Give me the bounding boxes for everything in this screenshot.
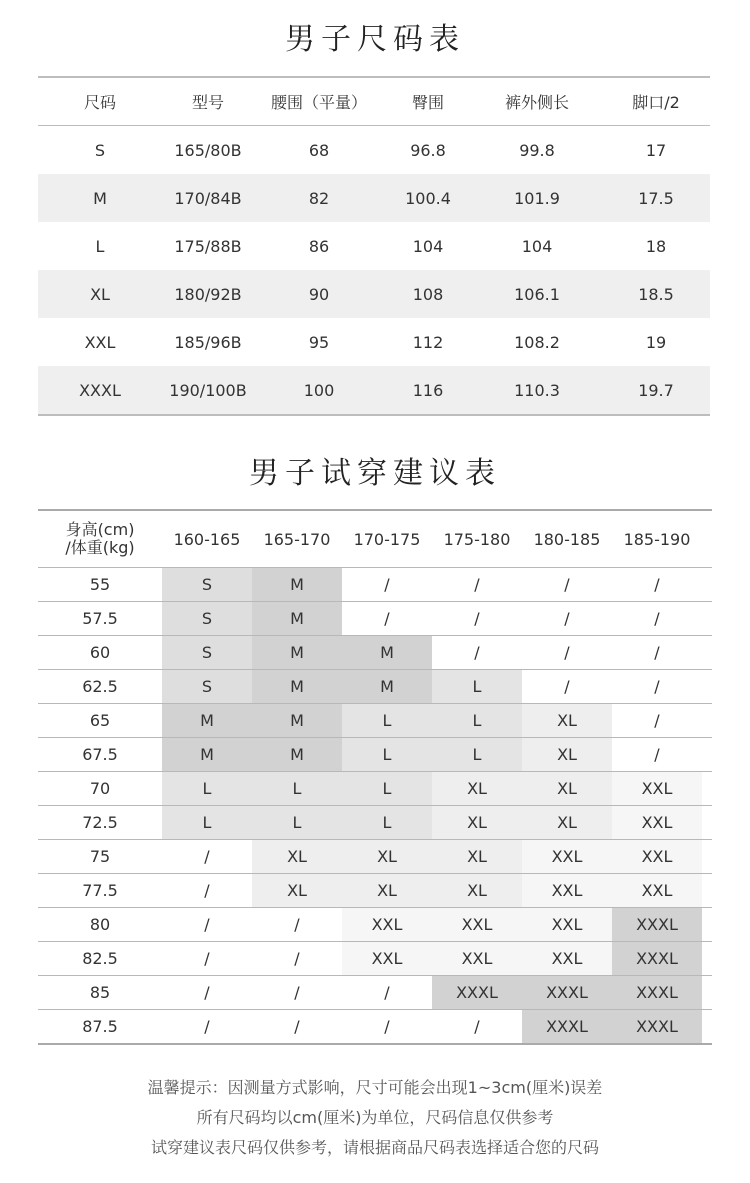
size-recommendation-cell: M [252, 568, 342, 601]
size-recommendation-cell: / [384, 1017, 390, 1036]
table-cell: 170/84B [174, 188, 242, 208]
size-table-title: 男子尺码表 [285, 22, 465, 57]
table-row [38, 670, 712, 703]
size-recommendation-cell: / [204, 847, 210, 866]
table-cell: 90 [308, 284, 330, 304]
table-row [38, 222, 710, 270]
table-cell: 106.1 [514, 284, 560, 304]
table-cell: 112 [412, 332, 444, 352]
table-cell: 17 [645, 140, 667, 160]
size-recommendation-cell: XXL [432, 942, 522, 975]
table-cell: 17.5 [638, 188, 674, 208]
column-header: 臀围 [411, 93, 444, 112]
size-recommendation-cell: L [432, 704, 522, 737]
size-recommendation-cell: / [654, 575, 660, 594]
column-header: 脚口/2 [632, 93, 680, 112]
size-recommendation-cell: / [204, 1017, 210, 1036]
size-recommendation-cell: XL [252, 840, 342, 873]
fit-table-title: 男子试穿建议表 [249, 456, 501, 491]
size-recommendation-cell: L [342, 806, 432, 839]
weight-cell: 60 [89, 643, 111, 662]
weight-cell: 82.5 [82, 949, 118, 968]
table-cell: XL [90, 284, 110, 304]
size-recommendation-cell: XL [522, 772, 612, 805]
size-recommendation-cell: / [294, 983, 300, 1002]
size-recommendation-cell: M [252, 636, 342, 669]
table-cell: 104 [521, 236, 553, 256]
size-table-body [38, 126, 710, 414]
table-cell: 104 [412, 236, 444, 256]
table-row [38, 976, 712, 1009]
size-recommendation-cell: L [432, 670, 522, 703]
size-recommendation-cell: M [252, 704, 342, 737]
size-recommendation-cell: XXXL [612, 976, 702, 1009]
table-cell: 100 [303, 380, 335, 400]
size-recommendation-cell: / [654, 711, 660, 730]
size-recommendation-cell: XXL [432, 908, 522, 941]
size-recommendation-cell: XXXL [612, 1010, 702, 1043]
weight-cell: 65 [89, 711, 111, 730]
table-row [38, 602, 712, 635]
size-recommendation-cell: / [654, 745, 660, 764]
weight-cell: 57.5 [82, 609, 118, 628]
table-cell: 100.4 [405, 188, 451, 208]
table-row [38, 738, 712, 771]
size-recommendation-cell: / [474, 1017, 480, 1036]
size-recommendation-cell: M [252, 670, 342, 703]
table-cell: XXL [84, 332, 116, 352]
table-cell: 18.5 [638, 284, 674, 304]
size-recommendation-cell: XL [522, 738, 612, 771]
table-row [38, 942, 712, 975]
size-recommendation-cell: / [384, 575, 390, 594]
corner-header [38, 511, 162, 567]
table-cell: 19 [645, 332, 667, 352]
size-recommendation-cell: M [342, 636, 432, 669]
height-unit-label: 身高(cm) [65, 520, 135, 539]
table-row [38, 874, 712, 907]
table-cell: 190/100B [169, 380, 247, 400]
fit-table-header [38, 511, 712, 567]
size-recommendation-cell: / [384, 609, 390, 628]
size-recommendation-cell: M [252, 738, 342, 771]
height-range-header: 185-190 [623, 529, 691, 549]
table-cell: 110.3 [514, 380, 560, 400]
size-recommendation-cell: XXL [342, 942, 432, 975]
weight-cell: 87.5 [82, 1017, 118, 1036]
size-recommendation-cell: XL [522, 806, 612, 839]
size-recommendation-cell: / [294, 949, 300, 968]
notes [0, 1073, 750, 1163]
note-line: 温馨提示：因测量方式影响，尺寸可能会出现1~3cm(厘米)误差 [147, 1078, 603, 1097]
size-recommendation-cell: / [654, 643, 660, 662]
size-recommendation-cell: S [162, 602, 252, 635]
size-recommendation-cell: L [252, 806, 342, 839]
column-header: 腰围（平量） [270, 93, 367, 112]
table-cell: 96.8 [410, 140, 446, 160]
size-recommendation-cell: M [162, 738, 252, 771]
size-recommendation-cell: XL [342, 840, 432, 873]
column-header: 裤外侧长 [504, 93, 569, 112]
size-recommendation-cell: XXL [522, 942, 612, 975]
size-recommendation-cell: / [564, 677, 570, 696]
size-recommendation-cell: / [654, 677, 660, 696]
weight-cell: 77.5 [82, 881, 118, 900]
size-recommendation-cell: / [204, 915, 210, 934]
table-row [38, 366, 710, 414]
size-recommendation-cell: / [474, 609, 480, 628]
size-recommendation-cell: M [342, 670, 432, 703]
weight-cell: 55 [89, 575, 111, 594]
table-cell: 86 [308, 236, 330, 256]
size-recommendation-cell: / [204, 983, 210, 1002]
height-range-header: 175-180 [443, 529, 511, 549]
size-recommendation-cell: S [162, 636, 252, 669]
size-recommendation-cell: XXXL [522, 1010, 612, 1043]
height-range-header: 160-165 [173, 529, 241, 549]
size-recommendation-cell: S [162, 670, 252, 703]
size-recommendation-cell: XXL [612, 806, 702, 839]
weight-cell: 72.5 [82, 813, 118, 832]
size-recommendation-cell: / [204, 949, 210, 968]
size-recommendation-cell: XXXL [432, 976, 522, 1009]
size-recommendation-cell: XXL [612, 874, 702, 907]
weight-unit-label: /体重(kg) [65, 538, 135, 557]
size-recommendation-cell: L [432, 738, 522, 771]
size-table [38, 76, 710, 416]
weight-cell: 67.5 [82, 745, 118, 764]
weight-cell: 75 [89, 847, 111, 866]
size-recommendation-cell: XXL [522, 908, 612, 941]
size-recommendation-cell: XL [342, 874, 432, 907]
table-cell: 68 [308, 140, 330, 160]
table-cell: 180/92B [174, 284, 242, 304]
table-cell: 165/80B [174, 140, 242, 160]
table-divider [38, 1043, 712, 1045]
size-recommendation-cell: L [342, 704, 432, 737]
size-recommendation-cell: XL [432, 806, 522, 839]
table-row [38, 1010, 712, 1043]
table-cell: 99.8 [519, 140, 555, 160]
height-range-header: 165-170 [263, 529, 331, 549]
size-recommendation-cell: XL [432, 874, 522, 907]
size-recommendation-cell: / [654, 609, 660, 628]
size-recommendation-cell: / [564, 609, 570, 628]
table-cell: 18 [645, 236, 667, 256]
table-row [38, 840, 712, 873]
table-cell: L [95, 236, 105, 256]
table-row [38, 636, 712, 669]
table-cell: 108 [412, 284, 444, 304]
height-range-header: 180-185 [533, 529, 601, 549]
table-cell: 95 [308, 332, 330, 352]
table-row [38, 270, 710, 318]
size-recommendation-cell: L [252, 772, 342, 805]
table-cell: 185/96B [174, 332, 242, 352]
table-row [38, 568, 712, 601]
size-recommendation-cell: L [162, 772, 252, 805]
size-recommendation-cell: L [342, 772, 432, 805]
size-recommendation-cell: XXXL [612, 942, 702, 975]
size-recommendation-cell: L [162, 806, 252, 839]
size-recommendation-cell: / [564, 643, 570, 662]
table-row [38, 772, 712, 805]
table-cell: 101.9 [514, 188, 560, 208]
size-recommendation-cell: M [252, 602, 342, 635]
table-row [38, 908, 712, 941]
table-row [38, 126, 710, 174]
table-cell: 108.2 [514, 332, 560, 352]
table-row [38, 174, 710, 222]
size-recommendation-cell: / [294, 915, 300, 934]
weight-cell: 80 [89, 915, 111, 934]
size-recommendation-cell: XXL [612, 840, 702, 873]
note-line: 试穿建议表尺码仅供参考，请根据商品尺码表选择适合您的尺码 [150, 1138, 599, 1157]
table-cell: 116 [412, 380, 444, 400]
fit-table [38, 509, 712, 1045]
table-cell: 19.7 [638, 380, 674, 400]
table-row [38, 318, 710, 366]
fit-table-body [38, 568, 712, 1045]
size-recommendation-cell: XL [432, 772, 522, 805]
size-recommendation-cell: XL [252, 874, 342, 907]
size-recommendation-cell: / [294, 1017, 300, 1036]
size-recommendation-cell: XXL [612, 772, 702, 805]
weight-cell: 62.5 [82, 677, 118, 696]
table-cell: M [93, 188, 107, 208]
column-header: 尺码 [83, 93, 116, 112]
note-line: 所有尺码均以cm(厘米)为单位，尺码信息仅供参考 [196, 1108, 554, 1127]
table-cell: S [94, 140, 106, 160]
column-header: 型号 [191, 93, 224, 112]
size-recommendation-cell: L [342, 738, 432, 771]
size-recommendation-cell: XXL [522, 874, 612, 907]
size-recommendation-cell: M [162, 704, 252, 737]
table-cell: XXXL [79, 380, 121, 400]
height-range-header: 170-175 [353, 529, 421, 549]
size-recommendation-cell: / [474, 575, 480, 594]
table-row [38, 806, 712, 839]
table-divider [38, 414, 710, 416]
size-recommendation-cell: XXL [342, 908, 432, 941]
size-recommendation-cell: XXL [522, 840, 612, 873]
size-recommendation-cell: XL [432, 840, 522, 873]
weight-cell: 85 [89, 983, 111, 1002]
size-recommendation-cell: S [162, 568, 252, 601]
size-recommendation-cell: XXXL [612, 908, 702, 941]
size-recommendation-cell: / [204, 881, 210, 900]
size-recommendation-cell: XL [522, 704, 612, 737]
table-cell: 175/88B [174, 236, 242, 256]
size-table-header [38, 78, 710, 125]
size-recommendation-cell: XXXL [522, 976, 612, 1009]
table-row [38, 704, 712, 737]
size-recommendation-cell: / [474, 643, 480, 662]
size-recommendation-cell: / [384, 983, 390, 1002]
weight-cell: 70 [89, 779, 111, 798]
table-cell: 82 [308, 188, 330, 208]
size-recommendation-cell: / [564, 575, 570, 594]
